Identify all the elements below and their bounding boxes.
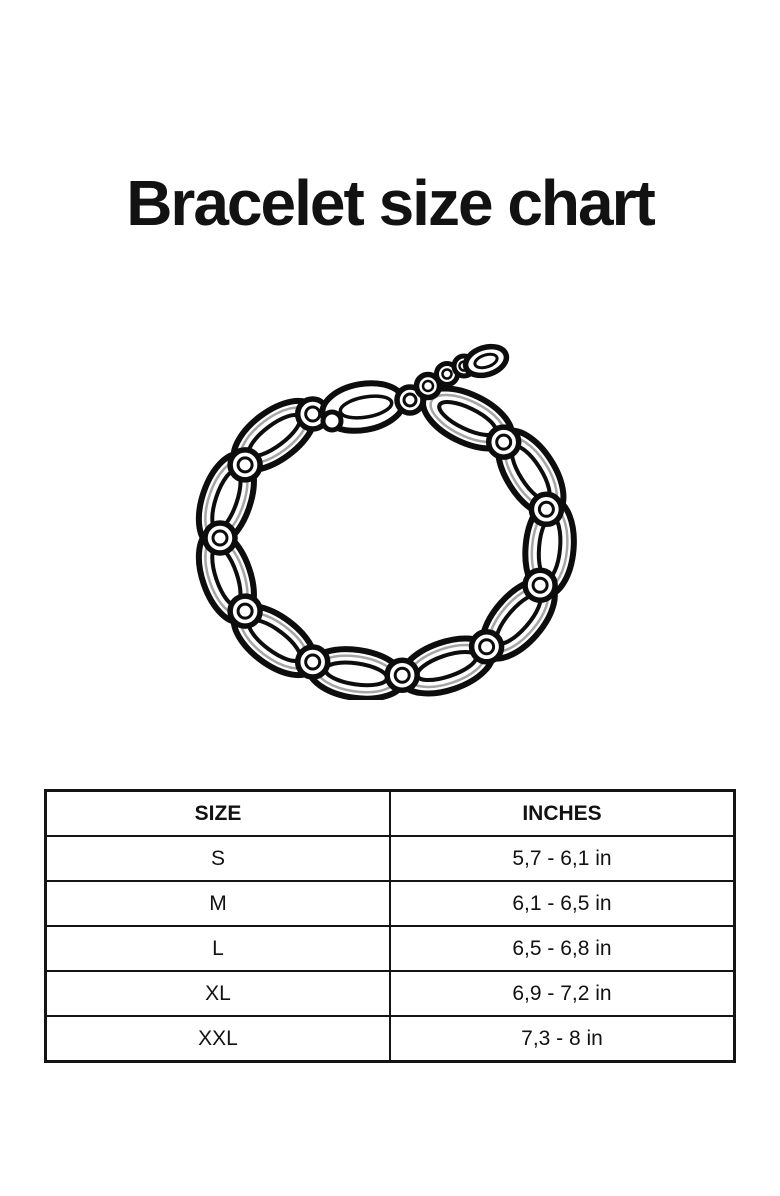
bracelet-illustration [180, 320, 600, 700]
page-title: Bracelet size chart [126, 166, 654, 239]
inches-cell: 7,3 - 8 in [390, 1016, 735, 1062]
size-cell: M [46, 881, 391, 926]
table-row [46, 881, 735, 926]
inches-cell: 6,5 - 6,8 in [390, 926, 735, 971]
inches-column-header: INCHES [390, 791, 735, 837]
size-cell: L [46, 926, 391, 971]
inches-cell: 6,1 - 6,5 in [390, 881, 735, 926]
size-cell: XL [46, 971, 391, 1016]
inches-cell: 5,7 - 6,1 in [390, 836, 735, 881]
size-cell: XXL [46, 1016, 391, 1062]
table-row [46, 971, 735, 1016]
inches-cell: 6,9 - 7,2 in [390, 971, 735, 1016]
size-column-header: SIZE [46, 791, 391, 837]
size-table [44, 789, 736, 1063]
size-cell: S [46, 836, 391, 881]
table-row [46, 1016, 735, 1062]
table-header-row [46, 791, 735, 837]
lobster-clasp [319, 377, 423, 437]
table-row [46, 836, 735, 881]
table-row [46, 926, 735, 971]
